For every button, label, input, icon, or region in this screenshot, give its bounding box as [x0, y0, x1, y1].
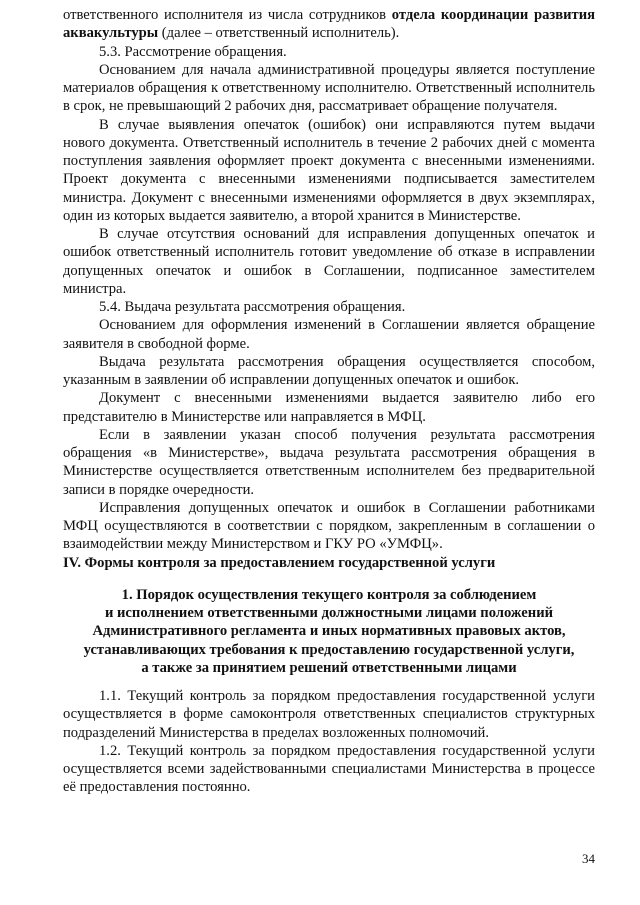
paragraph: Если в заявлении указан способ получения результата рассмотрения обращения «в Министерстве», выдача результата рассмотрения обращения в Министерстве осуществляется ответственным исполнителем без предварительной записи в порядке очередности.: [63, 426, 595, 498]
subsection-title-line: а также за принятием решений ответственными лицами: [141, 659, 517, 676]
paragraph-responsible-executor: [63, 6, 595, 43]
subsection-title-line: устанавливающих требования к предоставлению государственной услуги,: [83, 641, 575, 658]
paragraph: 1.1. Текущий контроль за порядком предоставления государственной услуги осуществляется в форме самоконтроля ответственных специалистов структурных подразделений Министерства в пределах возложенных полномочий.: [63, 688, 595, 741]
clause-5-3-heading: 5.3. Рассмотрение обращения.: [99, 43, 287, 60]
paragraph: Исправления допущенных опечаток и ошибок в Соглашении работниками МФЦ осуществляются в соответствии с порядком, закрепленным в соглашении о взаимодействии между Министерством и ГКУ РО «УМФЦ».: [63, 499, 595, 553]
subsection-title-line: 1. Порядок осуществления текущего контроля за соблюдением: [121, 586, 537, 603]
paragraph: В случае отсутствия оснований для исправления допущенных опечаток и ошибок ответственный исполнитель готовит уведомление об отказе в исправлении допущенных опечаток и ошибок в Соглашении, подписанное заместителем министра.: [63, 226, 595, 297]
subsection-title-line: и исполнением ответственными должностными лицами положений: [104, 605, 554, 622]
document-page: [63, 6, 595, 797]
clause-5-4-heading: 5.4. Выдача результата рассмотрения обращения.: [99, 299, 406, 315]
paragraph: Основанием для начала административной процедуры является поступление материалов обращения к ответственному исполнителю. Ответственный исполнитель в срок, не превышающий 2 рабочих дня, рассматривает обращение получателя.: [63, 61, 595, 115]
paragraph-text: (далее – ответственный исполнитель).: [158, 25, 400, 42]
section-title: IV. Формы контроля за предоставлением государственной услуги: [63, 554, 496, 571]
paragraph-text: ответственного исполнителя из числа сотрудников: [63, 7, 392, 23]
paragraph: Документ с внесенными изменениями выдается заявителю либо его представителю в Министерстве или направляется в МФЦ.: [63, 390, 595, 425]
paragraph: 1.2. Текущий контроль за порядком предоставления государственной услуги осуществляется всеми задействованными специалистами Министерства в процессе её предоставления постоянно.: [63, 742, 595, 796]
department-name: отдела координации развития аквакультуры: [63, 7, 596, 42]
paragraph: Основанием для оформления изменений в Соглашении является обращение заявителя в свободной форме.: [63, 317, 595, 352]
subsection-title: [63, 586, 595, 677]
paragraph: Выдача результата рассмотрения обращения осуществляется способом, указанным в заявлении об исправлении допущенных опечаток и ошибок.: [63, 353, 595, 388]
paragraph: В случае выявления опечаток (ошибок) они исправляются путем выдачи нового документа. Ответственный исполнитель в течение 2 рабочих дней с момента поступления заявления оформляет проект документа с внесенными изменениями. Проект документа с внесенными изменениями подписывается заместителем министра. Документ с внесенными изменениями оформляется в двух экземплярах, один из которых выдается заявителю, а второй хранится в Министерстве.: [63, 116, 595, 224]
page-number: 34: [582, 851, 595, 866]
subsection-title-line: Административного регламента и иных нормативных правовых актов,: [92, 623, 566, 640]
